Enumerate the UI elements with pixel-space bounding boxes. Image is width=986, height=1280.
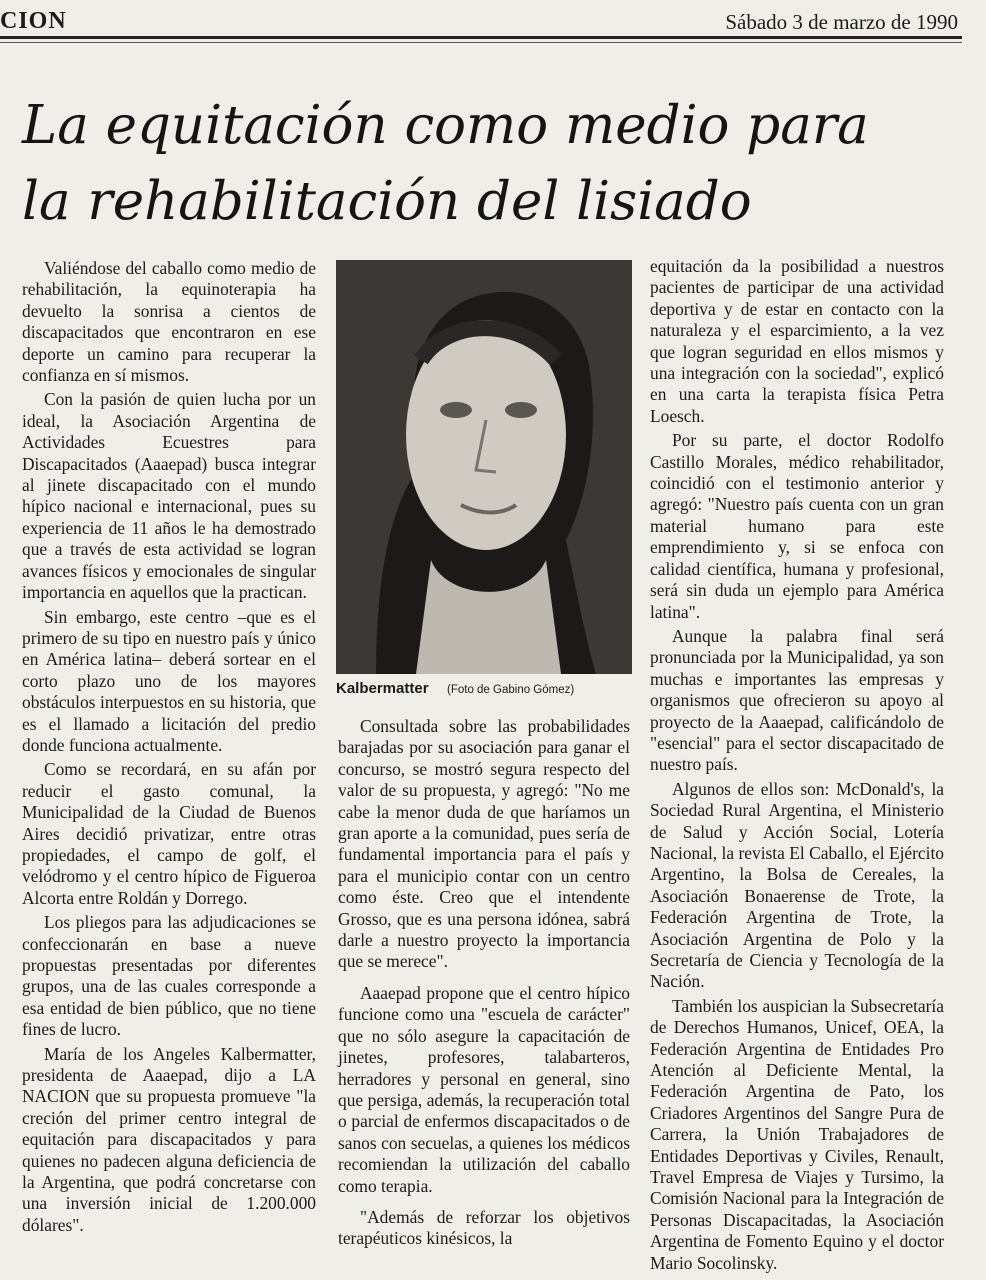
portrait-photo	[336, 260, 632, 674]
column-3	[650, 256, 944, 1274]
paragraph: equitación da la posibilidad a nuestros pacientes de participar de una actividad deportiva y de estar en contacto con la naturaleza y el esparcimiento, a la vez que logran seguridad en ellos mismos y una integración con la sociedad", explicó en una carta la terapista física Petra Loesch.	[650, 256, 944, 426]
photo-caption	[336, 680, 632, 698]
paragraph: Valiéndose del caballo como medio de rehabilitación, la equinoterapia ha devuelto la sonrisa a cientos de discapacitados que encontraron en ese deporte un camino para recuperar la confianza en sí mismos.	[22, 258, 316, 386]
masthead: CION	[0, 8, 67, 34]
paragraph: También los auspician la Subsecretaría de Derechos Humanos, Unicef, OEA, la Federación Argentina de Entidades Pro Atención al Deficiente Mental, la Federación Argentina de Pato, los Criadores Argentinos del Sangre Pura de Carrera, la Unión Trabajadores de Entidades Deportivas y Civiles, Renault, Travel Empresa de Viajes y Tursimo, la Comisión Nacional para la Integración de Personas Discapacitadas, la Asociación Argentina de Fomento Equino y el doctor Mario Socolinsky.	[650, 995, 944, 1273]
paragraph: Los pliegos para las adjudicaciones se confeccionarán en base a nueve propuestas presentadas por diferentes grupos, una de las cuales corresponde a esa entidad de bien público, que no tiene fines de lucro.	[22, 912, 316, 1040]
caption-credit: (Foto de Gabino Gómez)	[447, 684, 575, 696]
headline-line-2: la rehabilitación del lisiado	[22, 171, 752, 232]
issue-date: Sábado 3 de marzo de 1990	[725, 10, 958, 34]
portrait-illustration	[336, 260, 632, 674]
column-1	[22, 258, 316, 1236]
paragraph: Con la pasión de quien lucha por un ideal, la Asociación Argentina de Actividades Ecuestres para Discapacitados (Aaaepad) busca integrar al jinete discapacitado con el mundo hípico nacional e internacional, pues su experiencia de 11 años le ha demostrado que a través de esta actividad se logran avances físicos y emocionales de singular importancia en aquellos que la practican.	[22, 389, 316, 603]
column-2	[338, 716, 630, 1250]
article-headline	[22, 88, 942, 240]
paragraph: Sin embargo, este centro –que es el primero de su tipo en nuestro país y único en América latina– deberá sortear en el corto plazo uno de los mayores obstáculos interpuestos en su historia, que es el llamado a licitación del predio donde funciona actualmente.	[22, 606, 316, 755]
headline-line-1: La equitación como medio para	[22, 95, 869, 156]
paragraph: "Además de reforzar los objetivos terapéuticos kinésicos, la	[338, 1206, 630, 1249]
paragraph: Como se recordará, en su afán por reducir el gasto comunal, la Municipalidad de la Ciudad de Buenos Aires decidió privatizar, entre otras propiedades, el campo de golf, el velódromo y el centro hípico de Figueroa Alcorta entre Roldán y Dorrego.	[22, 759, 316, 908]
paragraph: Aunque la palabra final será pronunciada por la Municipalidad, ya son muchas e importantes las empresas y organismos que ofrecieron su apoyo al proyecto de la Aaaepad, calificándolo de "esencial" para el sector discapacitado de nuestro país.	[650, 625, 944, 775]
paragraph: Por su parte, el doctor Rodolfo Castillo Morales, médico rehabilitador, coincidió con el testimonio anterior y agregó: "Nuestro país cuenta con un gran material humano para este emprendimiento y, si se enfoca con calidad científica, humana y profesional, será sin duda un ejemplo para América latina".	[650, 430, 944, 622]
header-rule	[0, 42, 962, 43]
page-header	[0, 6, 962, 39]
paragraph: Aaaepad propone que el centro hípico funcione como una "escuela de carácter" que no sólo asegure la capacitación de jinetes, profesores, talabarteros, herradores y personal en general, sino que persiga, además, la recuperación total o parcial de enfermos discapacitados o de sanos con secuelas, a quienes los médicos recomiendan la utilización del caballo como terapia.	[338, 982, 630, 1196]
paragraph: Algunos de ellos son: McDonald's, la Sociedad Rural Argentina, el Ministerio de Salud y Acción Social, Lotería Nacional, la revista El Caballo, el Ejército Argentino, la Bolsa de Cereales, la Asociación Bonaerense de Trote, la Federación Argentina de Trote, la Asociación Argentina de Polo y la Secretaría de Ciencia y Tecnología de la Nación.	[650, 778, 944, 992]
paragraph: María de los Angeles Kalbermatter, presidenta de Aaaepad, dijo a LA NACION que su propuesta promueve "la creción del primer centro integral de equitación para discapacitados y para quienes no padecen alguna deficiencia de la Argentina, que podrá concretarse con una inversión inicial de 1.200.000 dólares".	[22, 1043, 316, 1235]
caption-name: Kalbermatter	[336, 680, 429, 697]
paragraph: Consultada sobre las probabilidades barajadas por su asociación para ganar el concurso, se mostró segura respecto del valor de su propuesta, y agregó: "No me cabe la menor duda de que haríamos un gran aporte a la comunidad, pues sería de fundamental importancia para el país y para el municipio contar con un centro como éste. Creo que el intendente Grosso, que es una persona idónea, sabrá darle a nuestro proyecto la importancia que se merece".	[338, 716, 630, 972]
